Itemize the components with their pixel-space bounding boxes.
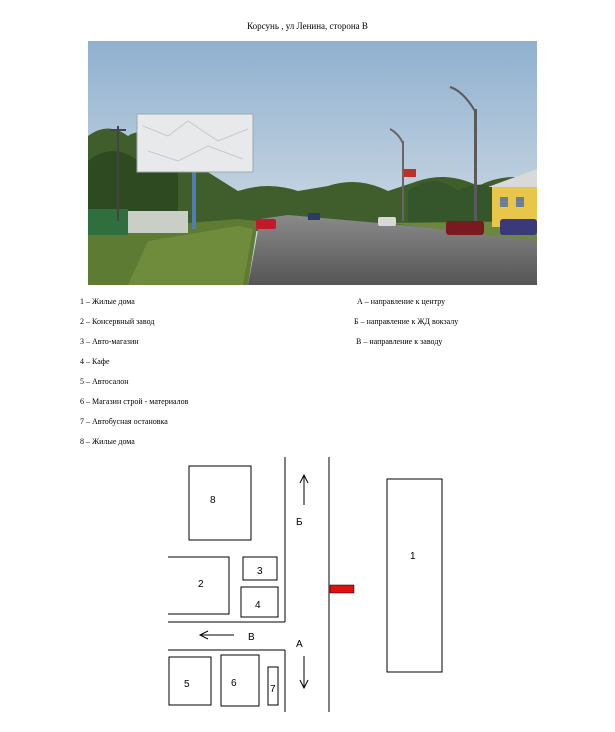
block-8-label: 8 (210, 495, 216, 506)
legend-item-5: 5 – Автосалон (80, 377, 129, 386)
direction-b-map-label: Б (296, 517, 303, 528)
legend-item-2: 2 – Консервный завод (80, 317, 155, 326)
direction-v-label: В – направление к заводу (356, 337, 443, 346)
block-3-label: 3 (257, 566, 263, 577)
legend-item-8: 8 – Жилые дома (80, 437, 135, 446)
site-map (0, 450, 615, 732)
block-1-label: 1 (410, 551, 416, 562)
block-5-label: 5 (184, 679, 190, 690)
block-2-label: 2 (198, 579, 204, 590)
block-6 (221, 655, 259, 706)
street-photo (88, 41, 537, 285)
legend-item-4: 4 – Кафе (80, 357, 110, 366)
legend-item-7: 7 – Автобусная остановка (80, 417, 168, 426)
billboard-marker (330, 585, 354, 593)
legend-item-3: 3 – Авто-магазин (80, 337, 139, 346)
legend-item-6: 6 – Магазин строй - материалов (80, 397, 189, 406)
direction-a-label: А – направление к центру (357, 297, 446, 306)
page-title: Корсунь , ул Ленина, сторона В (247, 21, 368, 31)
block-5 (169, 657, 211, 705)
block-6-label: 6 (231, 678, 237, 689)
direction-a-map-label: А (296, 639, 303, 650)
direction-b-label: Б – направление к ЖД вокзалу (354, 317, 459, 326)
block-8 (189, 466, 251, 540)
direction-v-map-label: В (248, 632, 255, 643)
legend-item-1: 1 – Жилые дома (80, 297, 135, 306)
block-4-label: 4 (255, 600, 261, 611)
block-1 (387, 479, 442, 672)
block-7-label: 7 (270, 684, 276, 695)
street-photo-illustration (88, 41, 537, 285)
